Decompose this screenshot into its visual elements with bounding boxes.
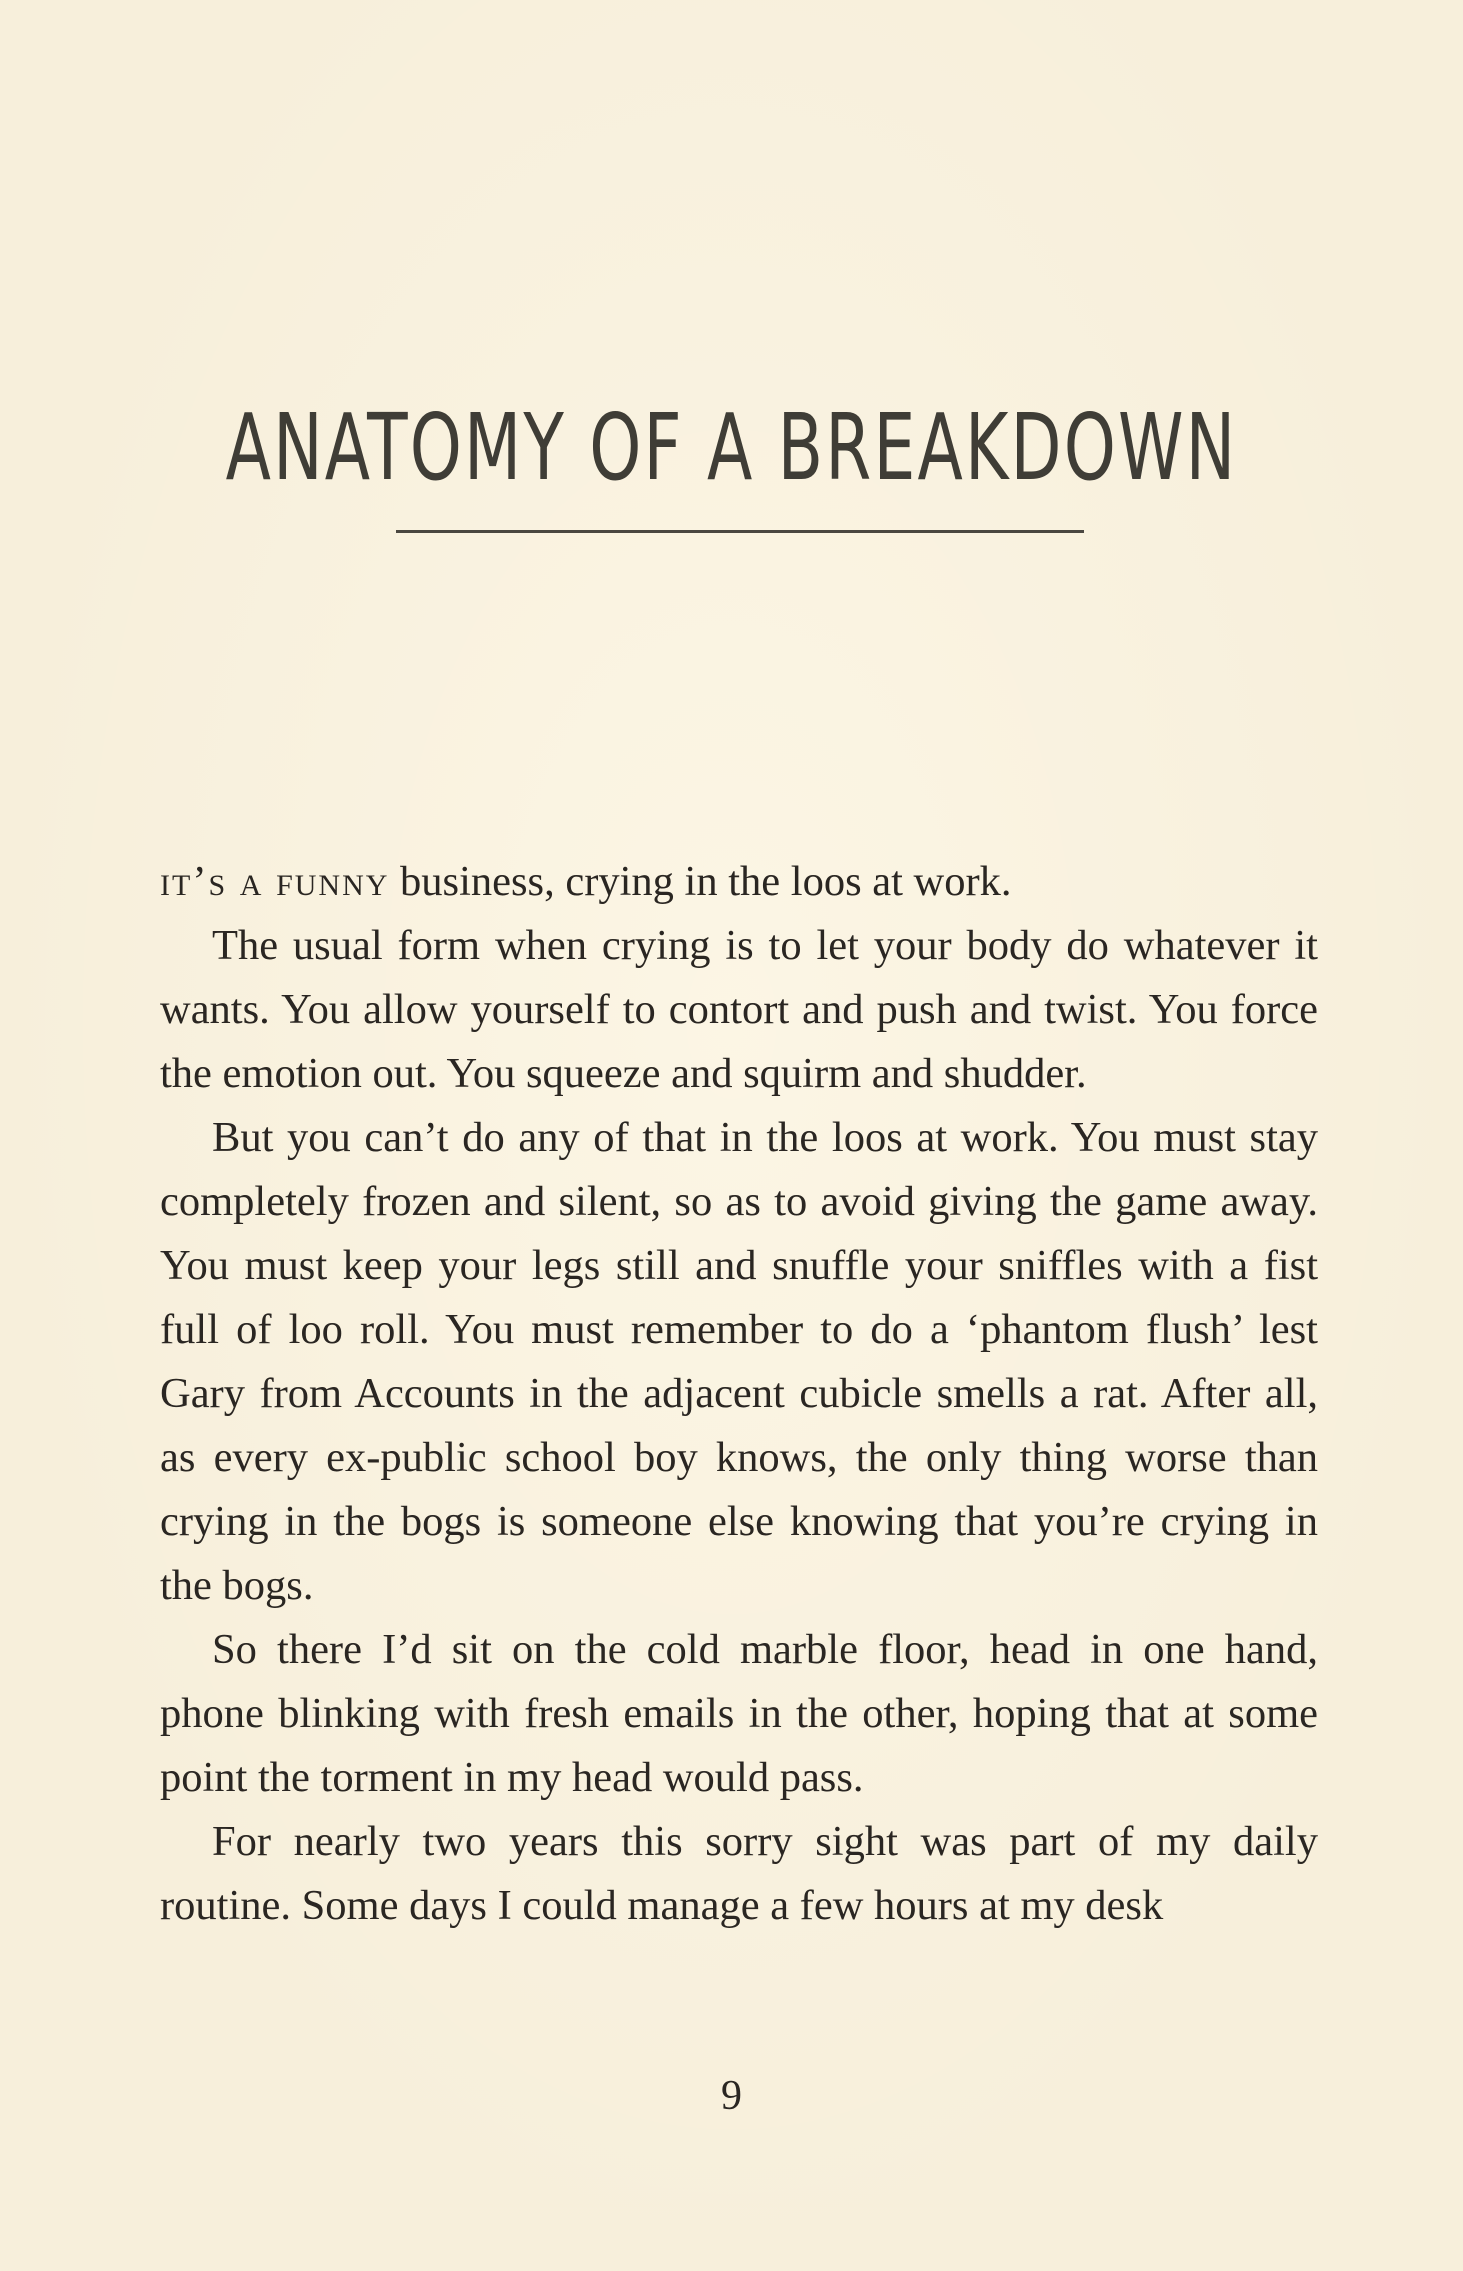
- paragraph-1-text: business, crying in the loos at work.: [389, 858, 1012, 905]
- paragraph-3: But you can’t do any of that in the loos at work. You must stay completely frozen and silent, so as to avoid giving the game away. You must keep your legs still and snuffle your sniffles with a fist full of loo roll. You must remember to do a ‘phantom flush’ lest Gary from Accounts in the adjacent cubicle smells a rat. After all, as every ex-public school boy knows, the only thing worse than crying in the bogs is someone else knowing that you’re crying in the bogs.: [160, 1114, 1318, 1609]
- lead-in-small-caps: it’s a funny: [160, 858, 390, 905]
- paragraph-2: The usual form when crying is to let your body do whatever it wants. You allow yourself to contort and push and twist. You force the emotion out. You squeeze and squirm and shudder.: [160, 922, 1318, 1097]
- page-number: 9: [721, 2073, 742, 2119]
- paragraph-5: For nearly two years this sorry sight was part of my daily routine. Some days I could manage a few hours at my desk: [160, 1818, 1318, 1929]
- chapter-title: ANATOMY OF A BREAKDOWN: [225, 393, 1238, 501]
- body-text: [160, 850, 1318, 1938]
- title-underline: [396, 530, 1084, 533]
- paragraph-4: So there I’d sit on the cold marble floor, head in one hand, phone blinking with fresh emails in the other, hoping that at some point the torment in my head would pass.: [160, 1626, 1318, 1801]
- paragraph-1: [160, 850, 1318, 914]
